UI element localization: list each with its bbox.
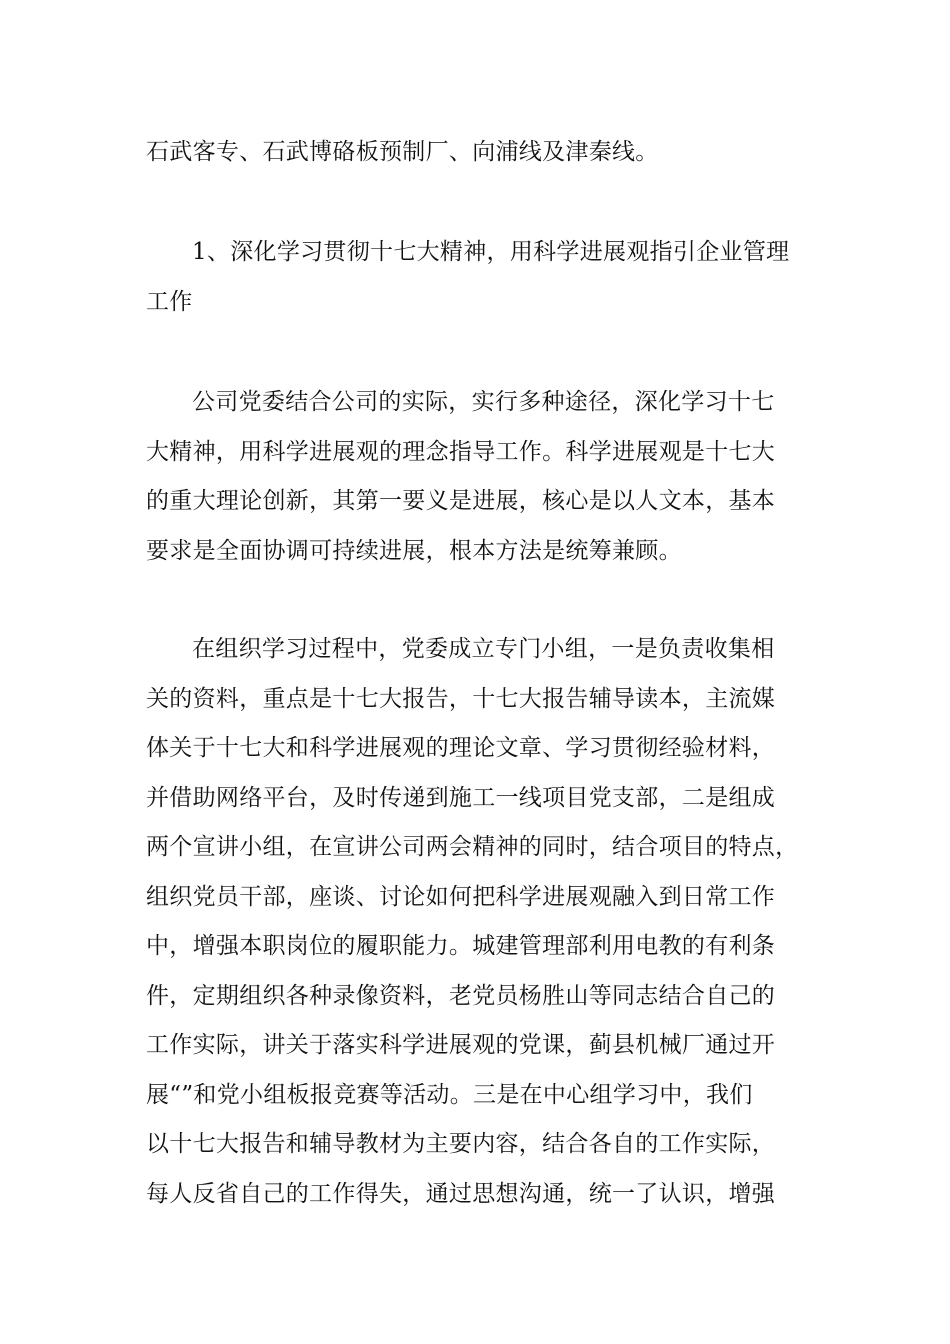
text-line: 大精神，用科学进展观的理念指导工作。科学进展观是十七大 xyxy=(146,438,776,465)
text-line: 在组织学习过程中，党委成立专门小组，一是负责收集相 xyxy=(192,636,775,662)
text-line: 体关于十七大和科学进展观的理论文章、学习贯彻经验材料， xyxy=(146,735,776,761)
text-line: 工作 xyxy=(146,288,193,315)
text-line: 展“”和党小组板报竞赛等活动。三是在中心组学习中，我们 xyxy=(146,1081,753,1108)
text-line: 工作实际，讲关于落实科学进展观的党课，蓟县机械厂通过开 xyxy=(146,1032,776,1058)
text-line: 要求是全面协调可持续进展，根本方法是统筹兼顾。 xyxy=(146,537,682,564)
text-line: 公司党委结合公司的实际，实行多种途径，深化学习十七 xyxy=(192,389,775,415)
paragraph-continuation xyxy=(146,128,826,178)
text-line: 关的资料，重点是十七大报告，十七大报告辅导读本，主流媒 xyxy=(146,685,776,712)
paragraph-body xyxy=(146,378,826,576)
text-line: 的重大理论创新，其第一要义是进展，核心是以人文本，基本 xyxy=(146,488,776,514)
text-line: 中，增强本职岗位的履职能力。城建管理部利用电教的有利条 xyxy=(146,933,776,959)
section-heading xyxy=(146,228,826,327)
paragraph-body xyxy=(146,625,826,1219)
text-line: 1、深化学习贯彻十七大精神，用科学进展观指引企业管理 xyxy=(192,239,790,265)
text-line: 两个宣讲小组，在宣讲公司两会精神的同时，结合项目的特点， xyxy=(146,834,799,860)
text-line: 以十七大报告和辅导教材为主要内容，结合各自的工作实际， xyxy=(146,1131,776,1157)
text-line: 石武客专、石武博硌板预制厂、向浦线及津秦线。 xyxy=(146,139,659,165)
text-line: 每人反省自己的工作得失，通过思想沟通，统一了认识，增强 xyxy=(146,1180,776,1207)
text-line: 并借助网络平台，及时传递到施工一线项目党支部，二是组成 xyxy=(146,784,776,811)
text-line: 组织党员干部，座谈、讨论如何把科学进展观融入到日常工作 xyxy=(146,883,776,910)
text-line: 件，定期组织各种录像资料，老党员杨胜山等同志结合自己的 xyxy=(146,982,776,1009)
